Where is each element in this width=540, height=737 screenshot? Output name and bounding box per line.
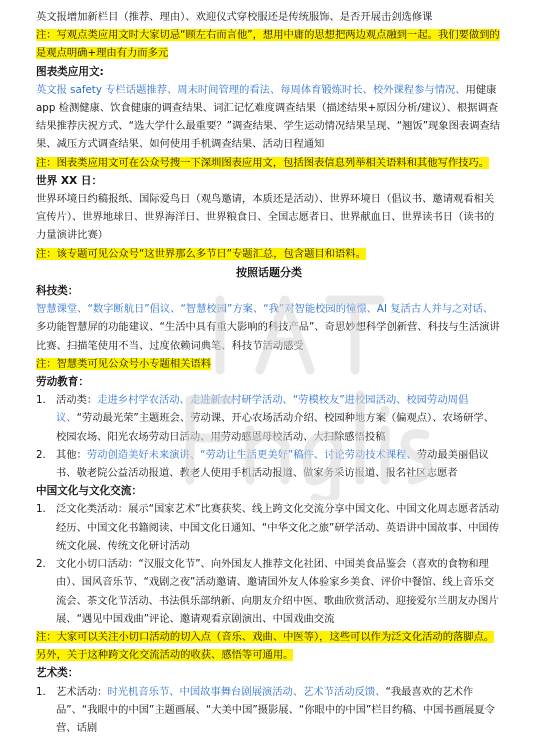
- plain-text: “劳动最光荣”主题班会、劳动课、开心农场活动介绍、校园种地方案（偏观点）、农场研学、校园农场、阳光农场劳动日活动、用劳动感恩母校活动、大扫除感悟投稿: [56, 412, 494, 443]
- blue-text: 时光机音乐节、中国故事舞台剧展演活动、艺术节活动反馈、: [107, 685, 386, 698]
- note-culture: [36, 628, 502, 664]
- highlight-text: 注：大家可以关注小切口活动的切入点（音乐、戏曲、中医等），这些可以作为泛文化活动的落脚点。另外，关于这种跨文化交流活动的收获、感悟等可通用。: [36, 630, 495, 662]
- paragraph-chart-topics: [36, 81, 502, 154]
- heading-world-day: 世界 XX 日：: [36, 174, 103, 187]
- plain-text: “我最喜欢的艺术作品”、“我眼中的中国”主题画展、“大美中国”摄影展、“你眼中的中国”栏目约稿、中国书画展夏令营、话剧: [56, 685, 495, 734]
- blue-text: 智慧课堂、“数字断航日”倡议、“智慧校园”方案、“我”对智能校园的憧憬、AI 复活古人并与之对话、: [36, 303, 494, 316]
- list-item: [36, 555, 502, 628]
- list-number: 1.: [36, 394, 46, 407]
- note-tech: [36, 355, 502, 373]
- highlight-text: 注：图表类应用文可在公众号搜一下深圳图表应用文，包括图表信息列举相关语料和其他写作技巧。: [36, 156, 490, 169]
- list-item-text: 泛文化类活动：展示“国家艺术”比赛获奖、线上跨文化交流分享中国文化、中国文化周志愿者活动经历、中国文化书籍阅读、中国文化日通知、“中华文化之旅”研学活动、英语讲中国故事、中国传统文化展、传统文化研讨活动: [56, 503, 500, 552]
- blue-text: 走进乡村学农活动、走进新农村研学活动、“劳模校友”进校园活动、校园劳动周倡议、: [56, 394, 469, 425]
- paragraph-opinion-topics: 英文报增加新栏目（推荐、理由）、欢迎仪式穿校服还是传统服饰、是否开展击剑选修课: [36, 11, 433, 23]
- list-item-text: [56, 446, 502, 482]
- list-item-text: [56, 391, 502, 446]
- highlight-text: 注：该专题可见公众号“这世界那么多节日”专题汇总，包含题目和语料。: [36, 247, 366, 260]
- plain-text: 其他：: [56, 448, 87, 461]
- list-item: [36, 500, 502, 555]
- paragraph-tech: [36, 300, 502, 355]
- list-item-text: 文化小切口活动：“汉服文化节”、向外国友人推荐文化社团、中国美食品鉴会（喜欢的食物和理由）、国风音乐节、“戏剧之夜”活动邀请、邀请国外友人体验家乡美食、评价中餐馆、线上音乐交流会、茶文化节活动、书法俱乐部纳新、向朋友介绍中医、歌曲欣赏活动、迎接爱尔兰朋友办图片展、“遇见中国戏曲”评论、邀请观看京剧演出、中国戏曲交流: [56, 558, 499, 625]
- list-item-text: [56, 683, 502, 737]
- list-number: 2.: [36, 558, 46, 571]
- list-item: [36, 391, 502, 446]
- list-number: 1.: [36, 685, 46, 698]
- section-title-wrap: [36, 264, 502, 282]
- note-chart: [36, 154, 502, 172]
- blue-text: 劳动创造美好未来演讲、“劳动让生活更美好”稿件、讨论劳动技术课程、: [86, 448, 417, 461]
- heading-chart: 图表类应用文:: [36, 65, 104, 78]
- heading-labor: 劳动教育：: [36, 376, 89, 389]
- list-number: 2.: [36, 448, 46, 461]
- paragraph-world-day: 世界环境日约稿报纸、国际爱鸟日（观鸟邀请，本质还是活动）、世界环境日（倡议书、邀请观看相关宣传片）、世界地球日、世界海洋日、世界粮食日、全国志愿者日、世界献血日、世界读书日（读书的力量演讲比赛）: [36, 193, 495, 242]
- note-world-day: [36, 245, 502, 263]
- heading-culture: 中国文化与文化交流：: [36, 485, 142, 498]
- plain-text: 艺术活动：: [56, 685, 108, 698]
- document-page: [36, 8, 502, 737]
- heading-art: 艺术类：: [36, 667, 79, 680]
- heading-topic-classification: 按照话题分类: [236, 265, 302, 279]
- plain-text: 多功能智慧屏的功能建议、“生活中具有重大影响的科技产品”、奇思妙想科学创新营、科技与生活演讲比赛、扫描笔使用不当、过度依赖词典笔、科技节活动感受: [36, 321, 500, 352]
- note-opinion: [36, 26, 502, 62]
- highlight-text: 注：智慧类可见公众号小专题相关语料: [36, 357, 212, 370]
- highlight-text: 注：写观点类应用文时大家切忌“顾左右而言他”，想用中庸的思想把两边观点融到一起。我们要做到的是观点明确+理由有力而多元: [36, 29, 500, 60]
- plain-text: 活动类：: [56, 394, 98, 407]
- plain-text: 用健康 app 检测健康、饮食健康的调查结果、词汇记忆难度调查结果（描述结果+原因分析/建议）、根据调查结果推荐庆祝方式、“选大学什么最重要？”调查结果、学生运动情况结果呈现、“翘饭”现象图表调查结果、减压方式调查结果、如何使用手机调查结果、活动日程通知: [36, 83, 501, 151]
- list-number: 1.: [36, 503, 46, 516]
- heading-tech: 科技类：: [36, 285, 79, 298]
- plain-text: 劳动最美丽倡议书、敬老院公益活动报道、教老人使用手机活动报道、做家务采访报道、报名社区志愿者: [56, 448, 489, 480]
- list-item: [36, 683, 502, 737]
- list-item: [36, 446, 502, 482]
- blue-text: 英文报 safety 专栏话题推荐、周末时间管理的看法、每周体育锻炼时长、校外课程参与情况、: [36, 83, 466, 96]
